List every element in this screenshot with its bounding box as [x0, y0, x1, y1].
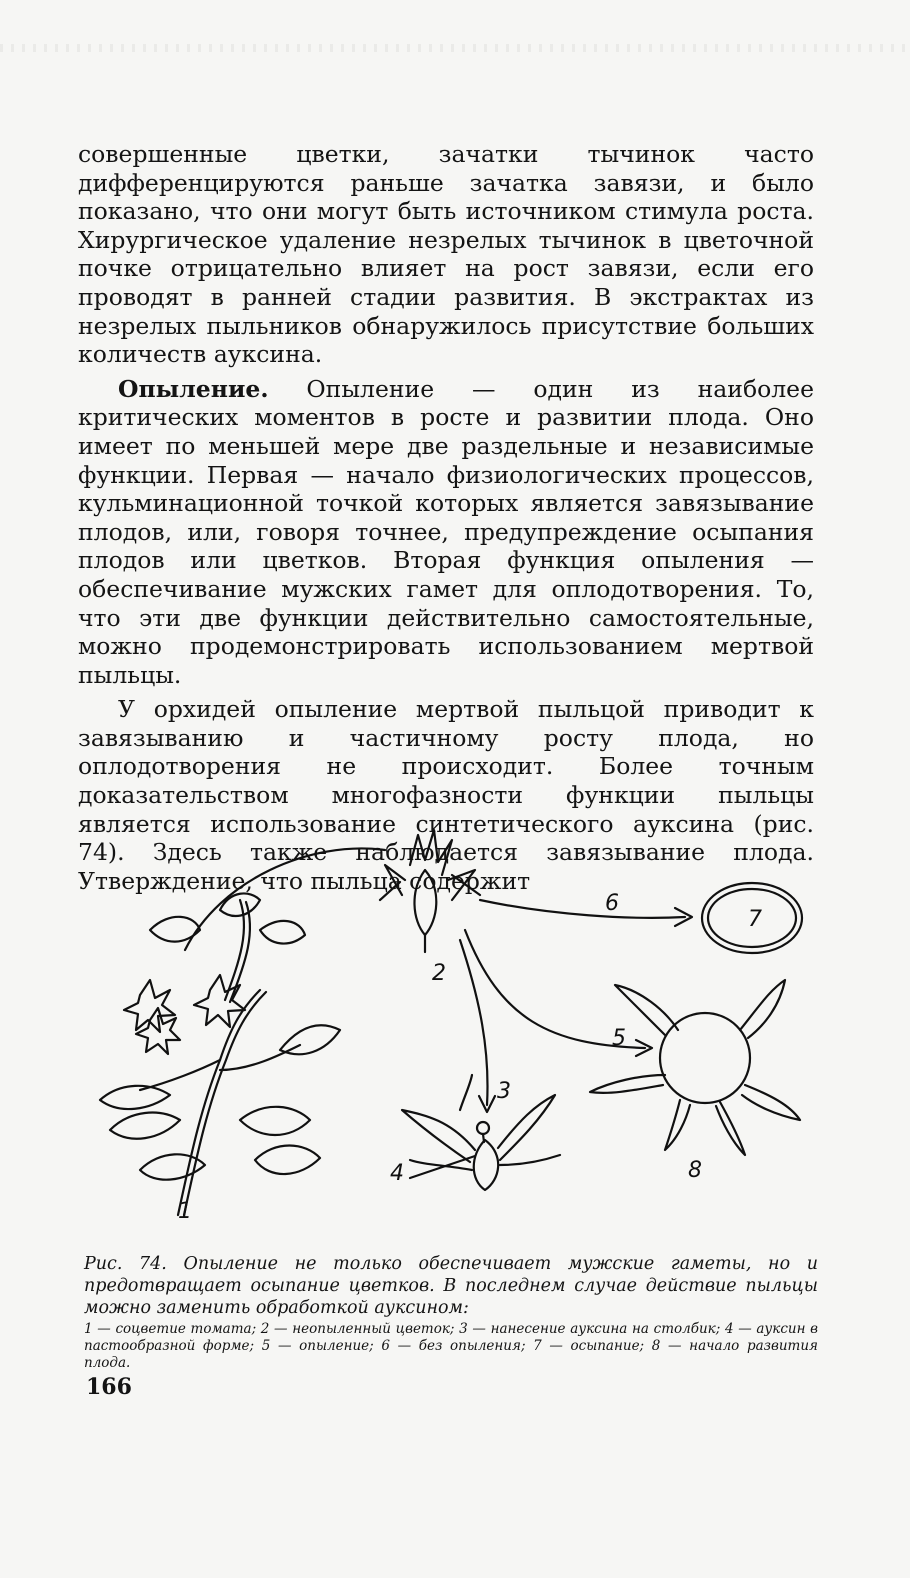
figure-caption: Рис. 74. Опыление не только обеспечивает мужские гаметы, но и предотвращает осыпание цветков. В последнем случае действие пыльцы можно заменить обработкой ауксином:	[84, 1254, 818, 1318]
arrow-no-pollination	[480, 900, 685, 918]
paragraph-text: Опыление — один из наиболее критических моментов в росте и развитии плода. Оно имеет по меньшей мере две раздельные и независимые функции. Первая — начало физиологических процессов, кульминационной точкой которых является завязывание плодов, или, говоря точнее, предупреждение осыпания плодов или цветков. Вторая функция опыления — обеспечивание мужских гамет для оплодотворения. То, что эти две функции действительно самостоятельные, можно продемонстрировать использованием мертвой пыльцы.	[78, 374, 814, 689]
tomato-inflorescence	[100, 893, 340, 1215]
figure-label: 3	[497, 1079, 511, 1104]
figure-label: 1	[178, 1199, 192, 1224]
figure-legend: 1 — соцветие томата; 2 — неопыленный цветок; 3 — нанесение ауксина на столбик; 4 — ауксин в пастообразной форме; 5 — опыление; 6 — без опыления; 7 — осыпание; 8 — начало развития плода.	[84, 1321, 818, 1371]
arrow-auxin	[460, 940, 488, 1105]
arrow-to-flower	[185, 848, 385, 950]
paragraph	[78, 375, 814, 690]
section-heading: Опыление.	[118, 374, 269, 403]
figure-illustration	[80, 820, 820, 1240]
scan-artifact	[0, 44, 910, 52]
body-text	[78, 140, 814, 901]
figure-74	[80, 820, 820, 1240]
figure-label: 7	[748, 907, 762, 932]
figure-label: 6	[605, 891, 619, 916]
figure-label: 8	[688, 1158, 702, 1183]
paragraph: У орхидей опыление мертвой пыльцой приводит к завязыванию и частичному росту плода, но оплодотворения не происходит. Более точным доказательством многофазности функции пыльцы является использование синтетического ауксина (рис. 74). Здесь также наблюдается завязывание плода. Утверждение, что пыльца содержит	[78, 695, 814, 895]
figure-label: 5	[612, 1026, 626, 1051]
figure-label: 2	[432, 961, 446, 986]
paragraph: совершенные цветки, зачатки тычинок часто дифференцируются раньше зачатка завязи, и было показано, что они могут быть источником стимула роста. Хирургическое удаление незрелых тычинок в цветочной почке отрицательно влияет на рост завязи, если его проводят в ранней стадии развития. В экстрактах из незрелых пыльников обнаружилось присутствие больших количеств ауксина.	[78, 140, 814, 369]
page-number: 166	[86, 1374, 132, 1400]
unpollinated-flower	[380, 830, 480, 952]
figure-label: 4	[390, 1161, 404, 1186]
auxin-flower	[402, 1075, 560, 1190]
developing-fruit	[590, 980, 800, 1155]
